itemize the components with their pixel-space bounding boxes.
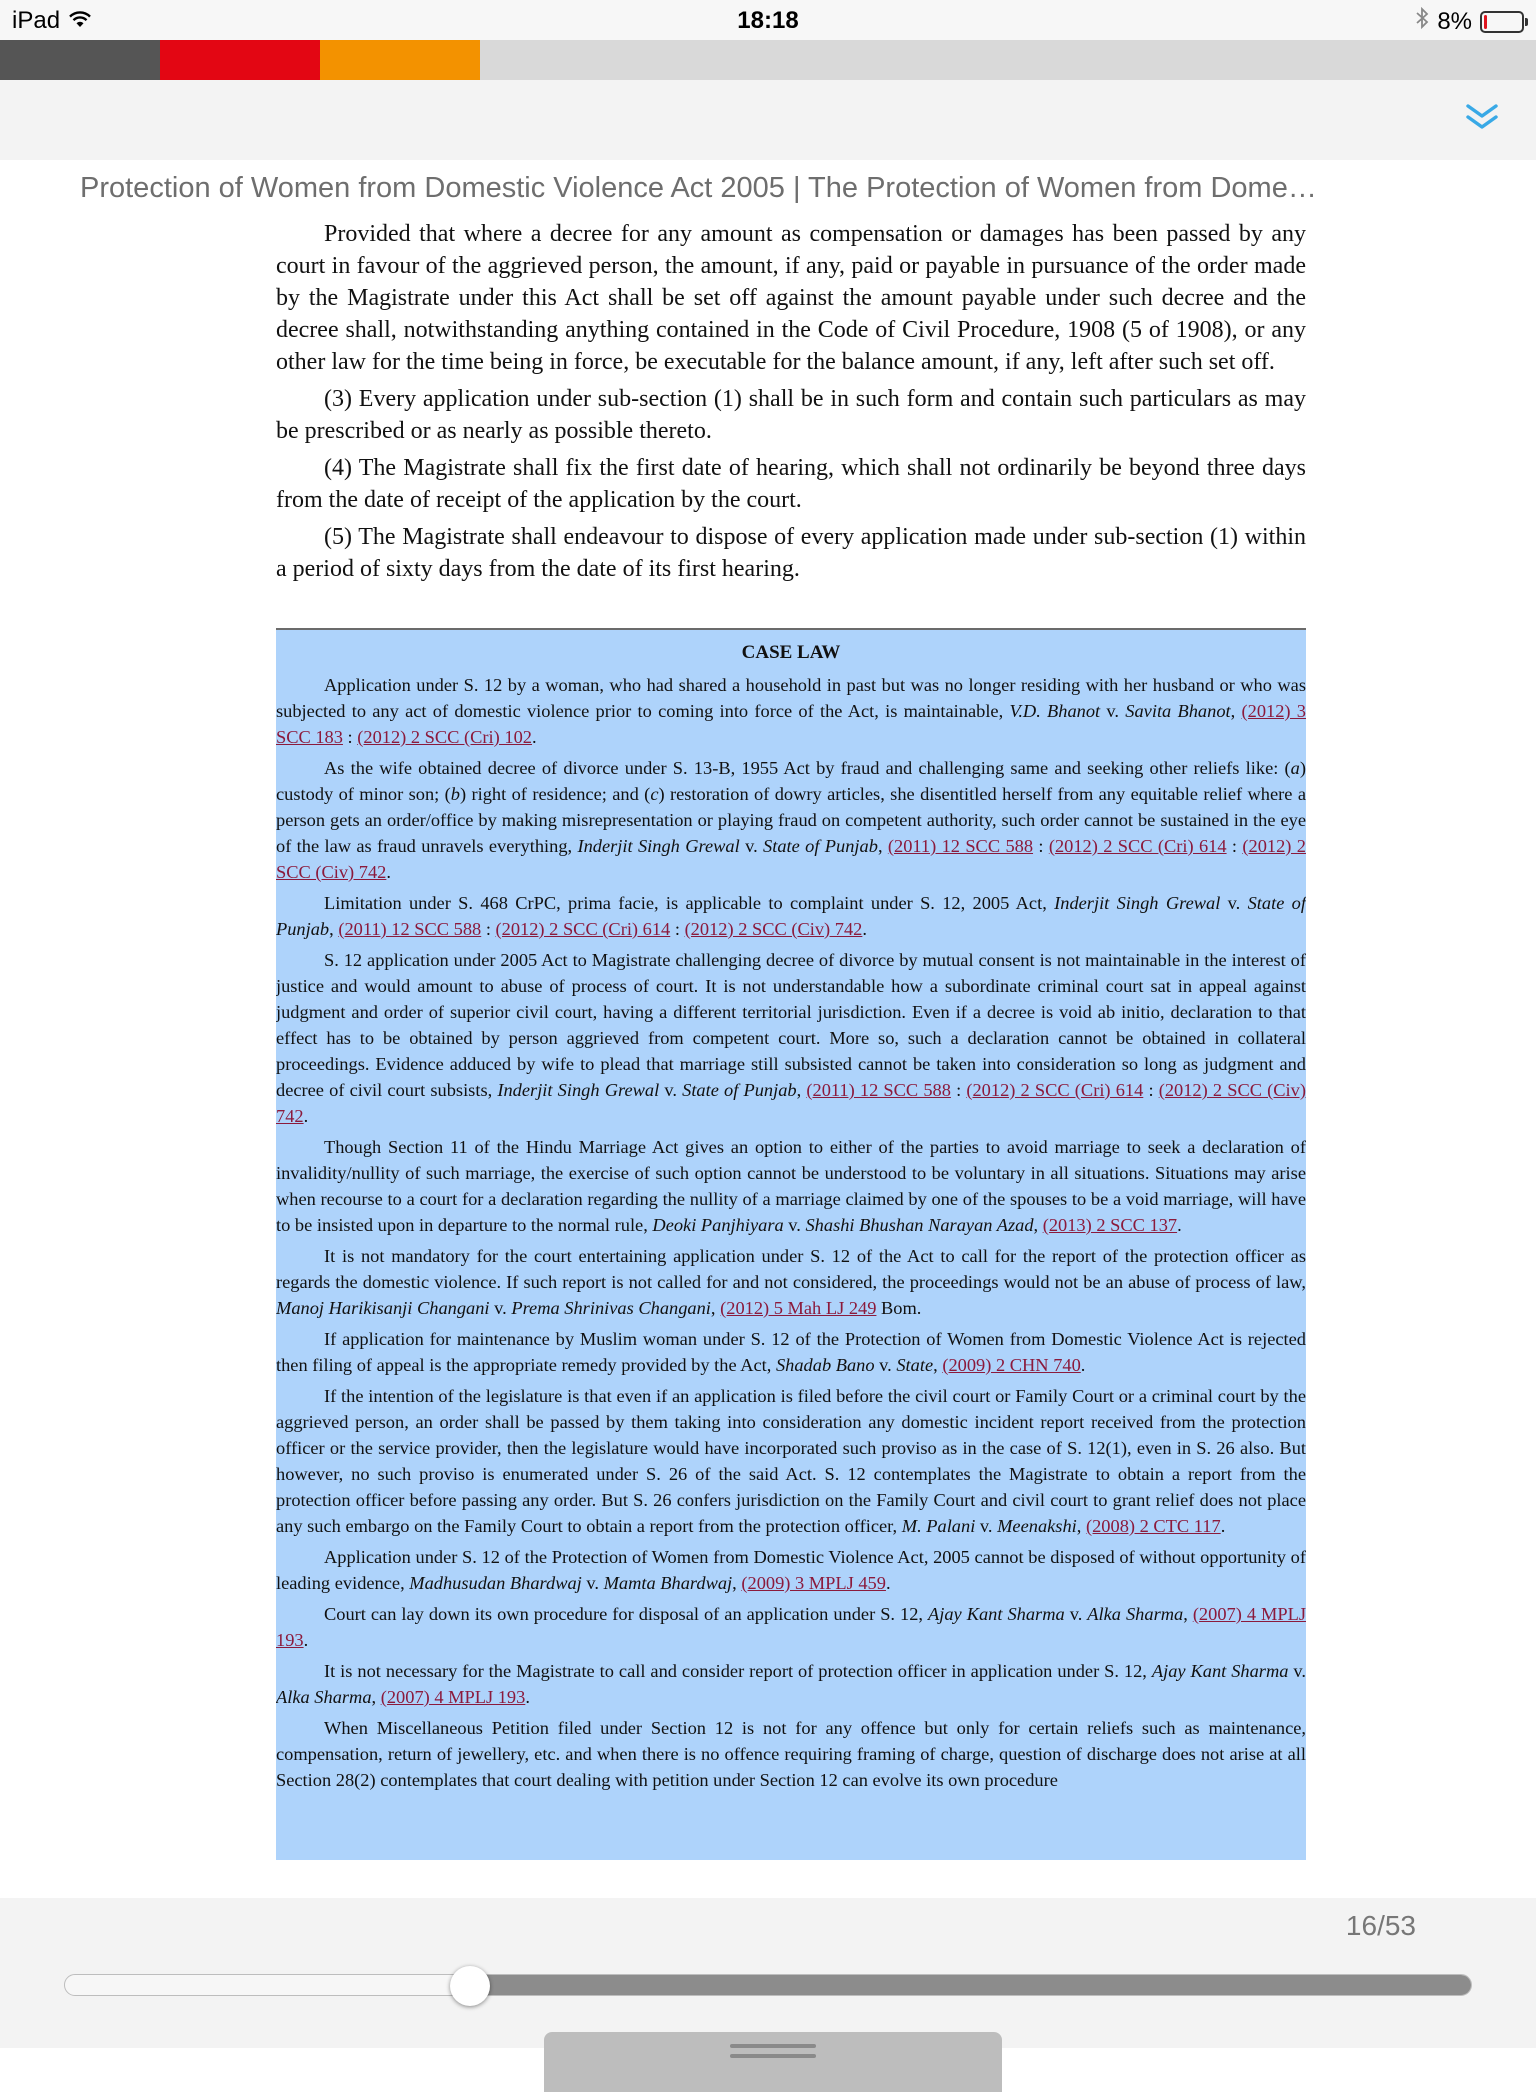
citation-link[interactable]: (2012) 2 SCC (Civ) 742: [276, 836, 1306, 882]
body-paragraph: (5) The Magistrate shall endeavour to dispose of every application made under sub-section (1) within a period of sixty days from the date of its first hearing.: [276, 524, 1306, 582]
case-law-paragraph: Limitation under S. 468 CrPC, prima facie, is applicable to complaint under S. 12, 2005 Act, Inderjit Singh Grewal v. State of Punjab, (2011) 12 SCC 588 : (2012) 2 SCC (Cri) 614 : (2012) 2 SCC (Civ) 742.: [276, 893, 1306, 939]
citation-link[interactable]: (2011) 12 SCC 588: [806, 1080, 951, 1100]
party-name: Inderjit Singh Grewal: [497, 1080, 660, 1100]
drawer-handle-button[interactable]: [544, 2032, 1002, 2092]
citation-link[interactable]: (2011) 12 SCC 588: [338, 919, 482, 939]
party-name: Mamta Bhardwaj: [603, 1573, 733, 1593]
case-law-paragraph: Court can lay down its own procedure for disposal of an application under S. 12, Ajay Kant Sharma v. Alka Sharma, (2007) 4 MPLJ 193.: [276, 1604, 1306, 1650]
page-slider[interactable]: [64, 1974, 1472, 1996]
citation-link[interactable]: (2007) 4 MPLJ 193: [276, 1604, 1306, 1650]
party-name: Madhusudan Bhardwaj: [409, 1573, 582, 1593]
party-name: State of Punjab: [682, 1080, 797, 1100]
citation-link[interactable]: (2012) 2 SCC (Cri) 614: [1048, 836, 1227, 856]
tab-strip: [0, 40, 1536, 80]
party-name: Savita Bhanot: [1125, 701, 1231, 721]
case-law-paragraph: When Miscellaneous Petition filed under Section 12 is not for any offence but only for certain reliefs such as maintenance, compensation, return of jewellery, etc. and when there is no offence requiring framing of charge, question of discharge does not arise at all Section 28(2) contemplates that court dealing with petition under Section 12 can evolve its own procedure: [276, 1718, 1306, 1790]
case-law-paragraph: It is not mandatory for the court entertaining application under S. 12 of the Act to call for the report of the protection officer as regards the domestic violence. If such report is not called for and not considered, the proceedings would not be an abuse of process of law, Manoj Harikisanji Changani v. Prema Shrinivas Changani, (2012) 5 Mah LJ 249 Bom.: [276, 1246, 1306, 1318]
party-name: Prema Shrinivas Changani: [511, 1298, 711, 1318]
citation-link[interactable]: (2012) 2 SCC (Cri) 614: [966, 1080, 1144, 1100]
citation-link[interactable]: (2012) 2 SCC (Cri) 102: [357, 727, 532, 747]
clock: 18:18: [737, 7, 799, 34]
bottom-bar: [0, 1898, 1536, 2048]
citation-link[interactable]: (2009) 2 CHN 740: [942, 1355, 1081, 1375]
case-law-paragraph: As the wife obtained decree of divorce under S. 13-B, 1955 Act by fraud and challenging same and seeking other reliefs like: (a) custody of minor son; (b) right of residence; and (c) restoration of dowry articles, she disentitled herself from any equitable relief where a person gets an order/office by making misrepresentation or playing fraud on competent authority, such order cannot be sustained in the eye of the law as fraud unravels everything, Inderjit Singh Grewal v. State of Punjab, (2011) 12 SCC 588 : (2012) 2 SCC (Cri) 614 : (2012) 2 SCC (Civ) 742.: [276, 758, 1306, 882]
citation-link[interactable]: (2012) 3 SCC 183: [276, 701, 1306, 747]
party-name: Inderjit Singh Grewal: [1054, 893, 1221, 913]
color-tab-2[interactable]: [160, 40, 320, 80]
citation-link[interactable]: (2012) 2 SCC (Cri) 614: [495, 919, 671, 939]
document-body: [276, 218, 1306, 590]
case-law-paragraph: Though Section 11 of the Hindu Marriage Act gives an option to either of the parties to avoid marriage to seek a declaration of invalidity/nullity of such marriage, the exercise of such option cannot be understood to be voluntary in all situations. Situations may arise when recourse to a court for a declaration regarding the nullity of a marriage claimed by one of the spouses to be a void marriage, will have to be insisted upon in departure to the normal rule, Deoki Panjhiyara v. Shashi Bhushan Narayan Azad, (2013) 2 SCC 137.: [276, 1137, 1306, 1235]
case-law-paragraph: Application under S. 12 by a woman, who had shared a household in past but was no longer residing with her husband or who was subjected to any act of domestic violence prior to coming into force of the Act, is maintainable, V.D. Bhanot v. Savita Bhanot, (2012) 3 SCC 183 : (2012) 2 SCC (Cri) 102.: [276, 675, 1306, 747]
party-name: Ajay Kant Sharma: [928, 1604, 1065, 1624]
party-name: Ajay Kant Sharma: [1151, 1661, 1289, 1681]
party-name: Alka Sharma: [276, 1687, 372, 1707]
party-name: Deoki Panjhiyara: [652, 1215, 784, 1235]
bluetooth-icon: [1415, 7, 1429, 36]
party-name: b: [450, 784, 460, 804]
battery-icon: [1480, 11, 1524, 33]
citation-link[interactable]: (2008) 2 CTC 117: [1085, 1516, 1221, 1536]
case-law-paragraph: If the intention of the legislature is that even if an application is filed before the civil court or Family Court or a criminal court by the aggrieved person, an order shall be passed by them taking into consideration any domestic incident report received from the protection officer or the service provider, then the legislature would have incorporated such proviso as in the case of S. 12(1), even in S. 26 also. But however, no such proviso is enumerated under S. 26 of the said Act. S. 12 contemplates the Magistrate to obtain a report from the protection officer before passing any order. But S. 26 confers jurisdiction on the Family Court and civil court to grant relief does not place any such embargo on the Family Court to obtain a report from the protection officer, M. Palani v. Meenakshi, (2008) 2 CTC 117.: [276, 1386, 1306, 1536]
citation-link[interactable]: (2007) 4 MPLJ 193: [380, 1687, 526, 1707]
party-name: Shadab Bano: [775, 1355, 875, 1375]
party-name: Inderjit Singh Grewal: [577, 836, 740, 856]
party-name: c: [650, 784, 659, 804]
battery-percent: 8%: [1437, 7, 1472, 35]
party-name: V.D. Bhanot: [1009, 701, 1101, 721]
case-law-heading: CASE LAW: [741, 642, 841, 663]
case-law-paragraph: It is not necessary for the Magistrate to call and consider report of protection officer in application under S. 12, Ajay Kant Sharma v. Alka Sharma, (2007) 4 MPLJ 193.: [276, 1661, 1306, 1707]
party-name: Alka Sharma: [1087, 1604, 1184, 1624]
status-bar: [0, 0, 1536, 40]
party-name: State: [896, 1355, 934, 1375]
party-name: Meenakshi: [997, 1516, 1077, 1536]
body-paragraph: Provided that where a decree for any amount as compensation or damages has been passed by any court in favour of the aggrieved person, the amount, if any, paid or payable in pursuance of the order made by the Magistrate under this Act shall be set off against the amount payable under such decree and the decree shall, notwithstanding anything contained in the Code of Civil Procedure, 1908 (5 of 1908), or any other law for the time being in force, be executable for the balance amount, if any, left after such set off.: [276, 221, 1306, 375]
drawer-handle-icon: [730, 2044, 816, 2048]
case-law-paragraph: Application under S. 12 of the Protection of Women from Domestic Violence Act, 2005 cannot be disposed of without opportunity of leading evidence, Madhusudan Bhardwaj v. Mamta Bhardwaj, (2009) 3 MPLJ 459.: [276, 1547, 1306, 1593]
case-law-paragraph: If application for maintenance by Muslim woman under S. 12 of the Protection of Women from Domestic Violence Act is rejected then filing of appeal is the appropriate remedy provided by the Act, Shadab Bano v. State, (2009) 2 CHN 740.: [276, 1329, 1306, 1375]
color-tab-1[interactable]: [0, 40, 160, 80]
case-law-list: [276, 672, 1306, 1793]
citation-link[interactable]: (2012) 5 Mah LJ 249: [720, 1298, 877, 1318]
citation-link[interactable]: (2009) 3 MPLJ 459: [741, 1573, 886, 1593]
device-name: iPad: [12, 7, 61, 34]
body-paragraph: (3) Every application under sub-section (1) shall be in such form and contain such particulars as may be prescribed or as nearly as possible thereto.: [276, 386, 1306, 444]
case-law-section: [276, 628, 1306, 1860]
citation-link[interactable]: (2012) 2 SCC (Civ) 742: [684, 919, 863, 939]
party-name: M. Palani: [901, 1516, 976, 1536]
color-tab-3[interactable]: [320, 40, 480, 80]
citation-link[interactable]: (2011) 12 SCC 588: [887, 836, 1034, 856]
document-title: Protection of Women from Domestic Violence Act 2005 | The Protection of Women from Dome…: [80, 172, 1317, 204]
body-paragraph: (4) The Magistrate shall fix the first date of hearing, which shall not ordinarily be beyond three days from the date of receipt of the application by the court.: [276, 455, 1306, 513]
party-name: Manoj Harikisanji Changani: [276, 1298, 490, 1318]
citation-link[interactable]: (2012) 2 SCC (Civ) 742: [276, 1080, 1306, 1126]
double-chevron-down-icon: [1465, 102, 1499, 132]
party-name: a: [1290, 758, 1300, 778]
drawer-handle-icon: [730, 2054, 816, 2058]
page-slider-thumb[interactable]: [450, 1966, 490, 2006]
page-indicator: 16/53: [1345, 1910, 1416, 1941]
case-law-paragraph: S. 12 application under 2005 Act to Magistrate challenging decree of divorce by mutual consent is not maintainable in the interest of justice and would amount to abuse of process of court. It is not understandable how a subordinate criminal court sat in appeal against judgment and order of superior civil court, having a different territorial jurisdiction. Even if a decree is void ab initio, declaration to that effect has to be obtained by person aggrieved from competent court. More so, such a declaration cannot be obtained in collateral proceedings. Evidence adduced by wife to plead that marriage still subsisted cannot be taken into consideration so long as judgment and decree of civil court subsists, Inderjit Singh Grewal v. State of Punjab, (2011) 12 SCC 588 : (2012) 2 SCC (Cri) 614 : (2012) 2 SCC (Civ) 742.: [276, 950, 1306, 1126]
party-name: State of Punjab: [276, 893, 1306, 939]
collapse-toolbar-button[interactable]: [1454, 92, 1510, 142]
toolbar: [0, 80, 1536, 160]
party-name: State of Punjab: [763, 836, 878, 856]
page-slider-fill: [469, 1975, 1471, 1995]
citation-link[interactable]: (2013) 2 SCC 137: [1042, 1215, 1178, 1235]
party-name: Shashi Bhushan Narayan Azad: [805, 1215, 1034, 1235]
